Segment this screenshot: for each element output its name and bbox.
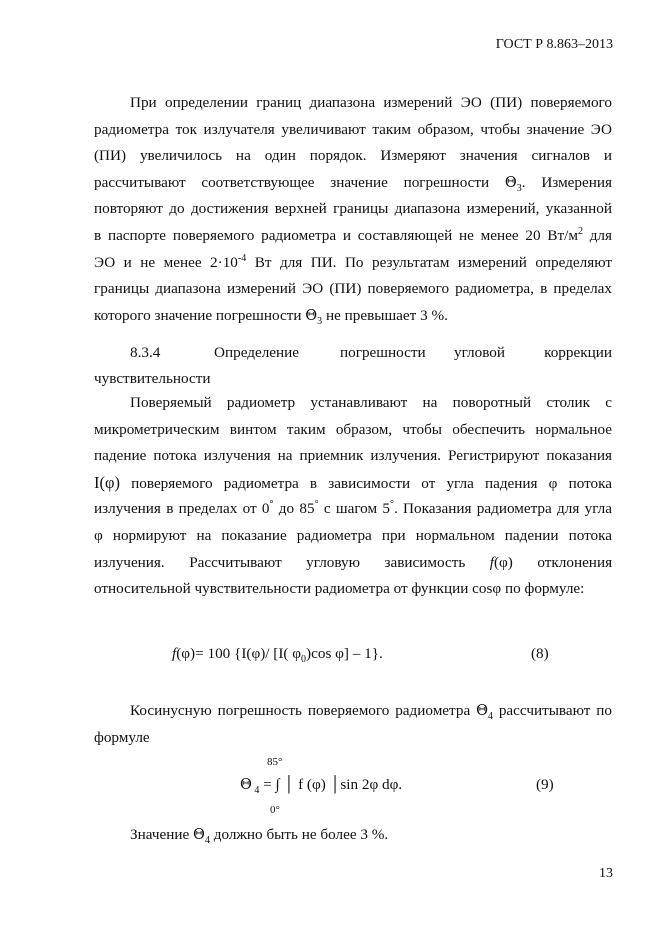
formula-8: f(φ)= 100 {I(φ)/ [I( $\varphi_0)\cos$ φ] – 1}. (172, 645, 383, 666)
text-line: микрометрическим винтом таким образом, чтобы обеспечить нормальное (94, 420, 612, 438)
heading-word: угловой (454, 344, 506, 361)
formula-8-number: (8) (531, 645, 549, 662)
text-line: падение потока излучения на приемник излучения. Регистрируют показания (94, 447, 612, 465)
text-line: относительной чувствительности радиометра от функции cosφ по формуле: (94, 580, 585, 598)
document-header: ГОСТ Р 8.863–2013 (495, 37, 613, 52)
heading-word: погрешности (340, 344, 426, 361)
heading-word: коррекции (544, 344, 612, 361)
paragraph-requirement: Значение $\Theta_4$ должно быть не более 3 %. (130, 826, 389, 847)
text-line: ЭО и не менее $2\cdot 10^{-4}$ Вт для ПИ. По результатам измерений определяют (94, 252, 613, 271)
formula-9-number: (9) (536, 776, 554, 793)
text-line: (ПИ) увеличилось на один порядок. Измеряют значения сигналов и (94, 147, 612, 165)
text-line: радиометра ток излучателя увеличивают таким образом, чтобы значение ЭО (94, 120, 612, 138)
integral-upper-limit: 85° (267, 756, 283, 768)
text-line: рассчитывают соответствующее значение погрешности $\Theta_3$. Измерения (94, 173, 612, 194)
text-line: в паспорте поверяемого радиометра и составляющей не менее 20 $Вт/м^2$ для (94, 225, 612, 244)
text-line: При определении границ диапазона измерений ЭО (ПИ) поверяемого (130, 94, 612, 111)
section-number: 8.3.4 (130, 344, 161, 361)
section-heading-continued: чувствительности (94, 370, 211, 387)
text-line: Косинусную погрешность поверяемого радиометра $\Theta_4$ рассчитывают по (130, 702, 612, 723)
formula-9: Θ $_4$ = ∫ │ f (φ) │sin 2φ dφ. (240, 776, 403, 797)
integral-lower-limit: 0° (270, 804, 280, 816)
text-line: I(φ) поверяемого радиометра в зависимости от угла падения φ потока (94, 472, 613, 492)
text-line: формуле (94, 728, 150, 746)
text-line: излучения. Рассчитывают угловую зависимость f(φ) отклонения (94, 553, 613, 571)
text-line: повторяют до достижения верхней границы диапазона измерений, указанной (94, 200, 612, 218)
paragraph-measurement-range (94, 90, 612, 329)
text-line: границы диапазона измерений ЭО (ПИ) поверяемого радиометра, в пределах (94, 280, 612, 298)
page-number: 13 (599, 866, 613, 881)
section-heading (130, 340, 612, 366)
text-line: которого значение погрешности $\Theta_3$ не превышает 3 %. (94, 306, 448, 327)
text-line: Поверяемый радиометр устанавливают на поворотный столик с (130, 394, 612, 411)
paragraph-cosine-error (94, 698, 612, 751)
text-line: излучения в пределах от 0° до 85° с шагом 5°. Показания радиометра для угла (94, 499, 612, 518)
heading-word: Определение (214, 344, 300, 361)
paragraph-procedure (94, 390, 612, 603)
text-line: φ нормируют на показание радиометра при нормальном падении потока (94, 526, 613, 544)
